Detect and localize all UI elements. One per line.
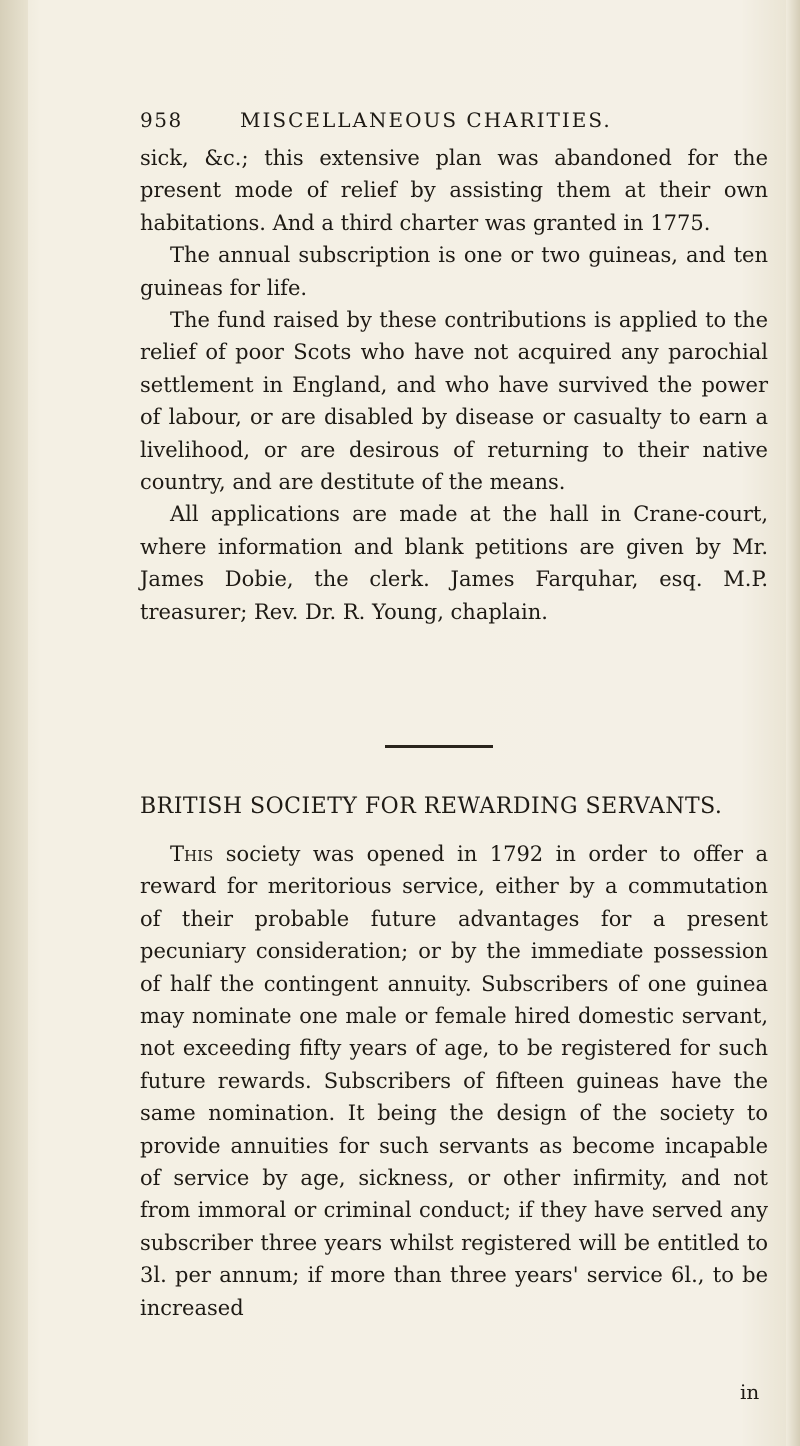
- running-title: MISCELLANEOUS CHARITIES.: [240, 108, 612, 132]
- section-scots-charity: [140, 142, 768, 628]
- section-servants-society: [140, 838, 768, 1324]
- binding-gutter: [0, 0, 28, 1446]
- paragraph: The annual subscription is one or two guineas, and ten guineas for life.: [140, 243, 768, 300]
- catchword: in: [740, 1380, 760, 1404]
- lead-word: This: [170, 842, 214, 866]
- paragraph-body: society was opened in 1792 in order to offer a reward for meritorious service, either by a commutation of their probable future advantages for a present pecuniary consideration; or by the immediate possession of half the contingent annuity. Subscribers of one guinea may nominate one male or female hired domestic servant, not exceeding fifty years of age, to be registered for such future rewards. Subscribers of fifteen guineas have the same nomination. It being the design of the society to provide annuities for such servants as become incapable of service by age, sickness, or other infirmity, and not from immoral or criminal conduct; if they have served any subscriber three years whilst registered will be entitled to 3l. per annum; if more than three years' service 6l., to be increased: [140, 842, 768, 1320]
- paragraph: The fund raised by these contributions is applied to the relief of poor Scots who have not acquired any parochial settlement in England, and who have survived the power of labour, or are disabled by disease or casualty to earn a livelihood, or are desirous of returning to their native country, and are destitute of the means.: [140, 308, 768, 495]
- page-edge: [786, 0, 800, 1446]
- section-heading: BRITISH SOCIETY FOR REWARDING SERVANTS.: [140, 794, 723, 819]
- page-number: 958: [140, 108, 183, 132]
- section-divider: [385, 745, 493, 748]
- paragraph: [140, 838, 768, 1324]
- paragraph: All applications are made at the hall in Crane-court, where information and blank petitions are given by Mr. James Dobie, the clerk. James Farquhar, esq. M.P. treasurer; Rev. Dr. R. Young, chaplain.: [140, 502, 768, 624]
- paragraph: sick, &c.; this extensive plan was abandoned for the present mode of relief by assisting them at their own habitations. And a third charter was granted in 1775.: [140, 146, 768, 235]
